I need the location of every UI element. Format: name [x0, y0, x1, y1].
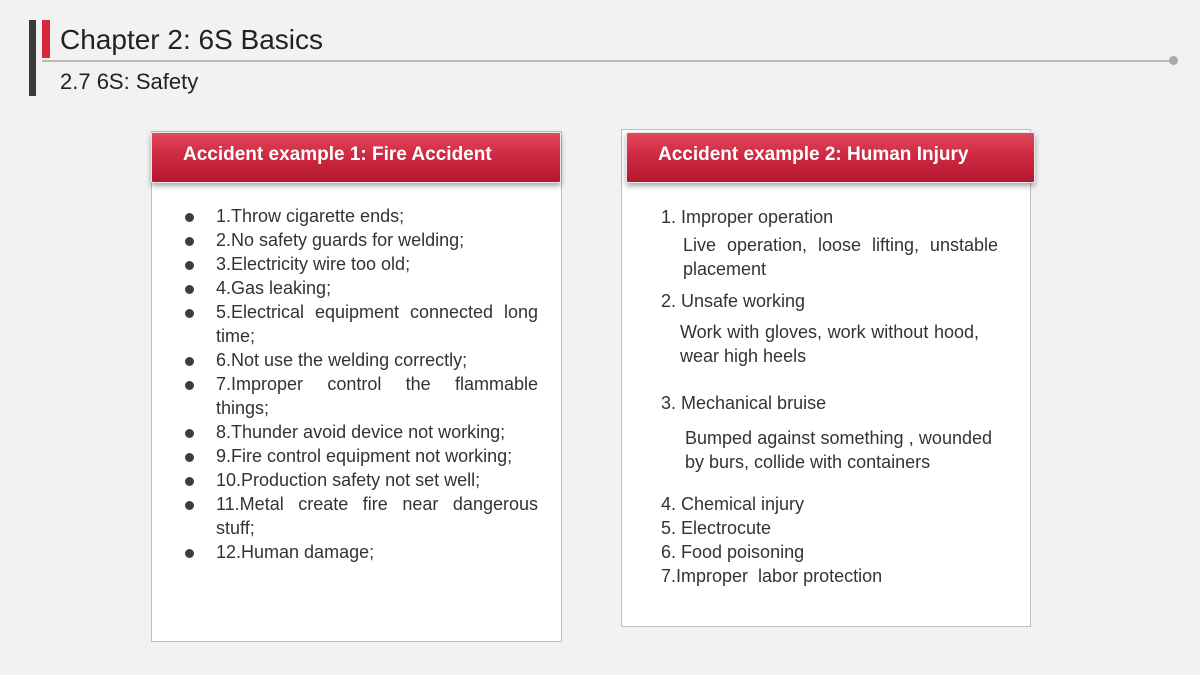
bullet-icon — [185, 501, 194, 510]
list-item: 7.Improper control the flammable things; — [183, 372, 538, 420]
injury-item-title: 3. Mechanical bruise — [661, 393, 827, 413]
bullet-icon — [185, 309, 194, 318]
bullet-icon — [185, 453, 194, 462]
human-injury-heading: Accident example 2: Human Injury — [658, 144, 969, 165]
bullet-icon — [185, 237, 194, 246]
list-item: 2.No safety guards for welding; — [183, 228, 538, 252]
list-item: 4.Gas leaking; — [183, 276, 538, 300]
bullet-icon — [185, 429, 194, 438]
fire-accident-list — [183, 204, 538, 564]
injury-item-detail: Live operation, loose lifting, unstable placement — [683, 235, 998, 279]
bullet-icon — [185, 357, 194, 366]
list-item: 8.Thunder avoid device not working; — [183, 420, 538, 444]
human-injury-header — [626, 132, 1035, 183]
list-item: 12.Human damage; — [183, 540, 538, 564]
bullet-icon — [185, 477, 194, 486]
list-item: 9.Fire control equipment not working; — [183, 444, 538, 468]
page-subtitle: 2.7 6S: Safety — [60, 69, 199, 94]
title-accent-bar-red — [42, 20, 50, 58]
list-item: 5.Electrical equipment connected long time; — [183, 300, 538, 348]
injury-item-title: 5. Electrocute — [661, 518, 772, 538]
injury-item-title: 2. Unsafe working — [661, 291, 806, 311]
bullet-icon — [185, 381, 194, 390]
injury-item-detail: Work with gloves, work without hood, wear high heels — [680, 322, 979, 366]
bullet-icon — [185, 549, 194, 558]
fire-accident-header — [151, 132, 561, 183]
list-item: 3.Electricity wire too old; — [183, 252, 538, 276]
page-title: Chapter 2: 6S Basics — [60, 24, 324, 55]
injury-item-title: 7.Improper labor protection — [661, 566, 883, 586]
injury-item-title: 6. Food poisoning — [661, 542, 805, 562]
list-item: 6.Not use the welding correctly; — [183, 348, 538, 372]
title-accent-bar-dark — [29, 20, 36, 96]
title-divider — [42, 60, 1173, 62]
bullet-icon — [185, 213, 194, 222]
list-item: 1.Throw cigarette ends; — [183, 204, 538, 228]
list-item: 10.Production safety not set well; — [183, 468, 538, 492]
divider-end-dot — [1169, 56, 1178, 65]
fire-accident-heading: Accident example 1: Fire Accident — [183, 144, 492, 165]
injury-item-title: 4. Chemical injury — [661, 494, 805, 514]
bullet-icon — [185, 285, 194, 294]
injury-item-title: 1. Improper operation — [661, 207, 834, 227]
bullet-icon — [185, 261, 194, 270]
list-item: 11.Metal create fire near dangerous stuff; — [183, 492, 538, 540]
injury-item-detail: Bumped against something , wounded by burs, collide with containers — [685, 428, 992, 472]
